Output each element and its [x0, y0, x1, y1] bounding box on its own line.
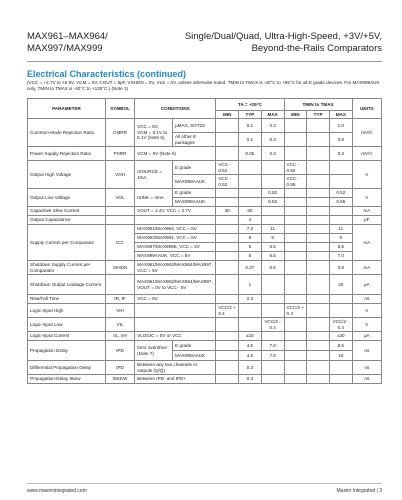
param-cell: Logic-Input High: [28, 304, 106, 318]
symbol-cell: IIL, IIH: [105, 332, 134, 341]
max-cell: 6.5: [261, 243, 284, 252]
header-left-line1: MAX961–MAX964/: [27, 31, 108, 42]
col-conditions: CONDITIONS: [135, 99, 216, 119]
max-cell: 7.0: [261, 341, 284, 351]
min-cell: 30: [216, 207, 239, 216]
section-title: Electrical Characteristics (continued): [27, 69, 187, 79]
units-cell: mA: [352, 207, 381, 216]
max-cell: 0.3: [261, 147, 284, 161]
units-cell: mV/V: [352, 147, 381, 161]
typ-cell: 4: [239, 216, 262, 225]
cond-sub-cell: MAX999AAUK: [173, 198, 216, 207]
typ-cell: 5: [239, 234, 262, 243]
table-row: [28, 119, 382, 133]
cond-sub-cell: E grade: [173, 189, 216, 198]
col-units: UNITS: [352, 99, 381, 119]
typ-cell: 1: [239, 275, 262, 295]
param-cell: Shutdown Output Leakage Current: [28, 275, 106, 295]
table-row: [28, 332, 382, 341]
symbol-cell: [105, 275, 134, 295]
header-part-numbers: [27, 31, 108, 55]
footer-page-number: Maxim Integrated | 3: [336, 488, 382, 494]
symbol-cell: CMRR: [105, 119, 134, 147]
units-cell: mA: [352, 261, 381, 275]
max2-cell: 20: [329, 275, 352, 295]
param-cell: Logic-Input Current: [28, 332, 106, 341]
param-cell: Propagation Delay: [28, 341, 106, 361]
footer-divider: [27, 483, 382, 484]
cond-cell: MAX961/MAX963/MAX964/MAX997, VCC = 5V: [135, 261, 216, 275]
units-cell: V: [352, 304, 381, 318]
cond-cell: Between any two channels or outputs (Q/Q̄): [135, 361, 216, 375]
typ-cell: 2.3: [239, 295, 262, 304]
table-row: [28, 375, 382, 384]
max2-cell: 1.0: [329, 119, 352, 133]
table-row: [28, 225, 382, 234]
table-row: [28, 189, 382, 198]
typ-cell: 0.27: [239, 261, 262, 275]
col-max2: MAX: [329, 111, 352, 119]
max-cell: 0.5: [261, 261, 284, 275]
col-min2: MIN: [284, 111, 307, 119]
min-cell: VCC - 0.52: [216, 161, 239, 175]
min-cell: VCC/2 + 0.4: [216, 304, 239, 318]
symbol-cell: tPD: [105, 341, 134, 361]
typ-cell: 0.1: [239, 119, 262, 133]
col-parameter: PARAMETER: [28, 99, 106, 119]
symbol-cell: VOL: [105, 189, 134, 207]
cond-cell: VCC = 5V, VCM = 0.1V to 5.1V (Note 5): [135, 119, 173, 147]
cond-cell: MAX961/MAX963/MAX964/MAX997, VOUT = 0V to VCC - 5V: [135, 275, 216, 295]
table-row: [28, 261, 382, 275]
param-cell: Common-Mode Rejection Ratio: [28, 119, 106, 147]
typ-cell: 4.5: [239, 341, 262, 351]
max2-cell: 0.52: [329, 189, 352, 198]
cond-cell: VLOGIC = 0V or VCC: [135, 332, 216, 341]
units-cell: mV/V: [352, 119, 381, 147]
max-cell: VCC/2 - 0.4: [261, 318, 284, 332]
table-row: [28, 216, 382, 225]
symbol-cell: ICC: [105, 225, 134, 261]
min2-cell: VCC/2 + 0.4: [284, 304, 307, 318]
typ-cell: 4.5: [239, 351, 262, 361]
symbol-cell: VIL: [105, 318, 134, 332]
header-left-line2: MAX997/MAX999: [27, 43, 103, 54]
param-cell: Rise/Fall Time: [28, 295, 106, 304]
units-cell: ns: [352, 375, 381, 384]
max2-cell: 0.5: [329, 133, 352, 147]
header-right-line2: Beyond-the-Rails Comparators: [251, 43, 382, 54]
max-cell: 0.3: [261, 119, 284, 133]
cond-cell: VCC = 5V: [135, 295, 216, 304]
table-row: [28, 147, 382, 161]
cond-cell: [135, 216, 216, 225]
param-cell: Power-Supply Rejection Ratio: [28, 147, 106, 161]
symbol-cell: tPD: [105, 361, 134, 375]
typ-cell: 0.05: [239, 147, 262, 161]
cond-cell: MAX997/MAX999E, VCC = 5V: [135, 243, 216, 252]
cond-cell: VCM = 0V (Note 6): [135, 147, 216, 161]
max-cell: 0.3: [261, 133, 284, 147]
col-ta: TA = +25°C: [216, 99, 284, 111]
table-row: [28, 161, 382, 175]
param-cell: Output Capacitance: [28, 216, 106, 225]
max-cell: 0.52: [261, 189, 284, 198]
param-cell: Capacitive Slew Current: [28, 207, 106, 216]
param-cell: Shutdown Supply Current per Comparator: [28, 261, 106, 275]
cond-sub-cell: E grade: [173, 341, 216, 351]
cond-cell: MAX962/MAX964, VCC = 5V: [135, 234, 216, 243]
cond-cell: [135, 318, 216, 332]
max-cell: 6.5: [261, 252, 284, 261]
typ-cell: 5: [239, 252, 262, 261]
table-row: [28, 275, 382, 295]
param-cell: Output High Voltage: [28, 161, 106, 189]
units-cell: μA: [352, 275, 381, 295]
max2-cell: VCC/2 - 0.4: [329, 318, 352, 332]
table-row: [28, 318, 382, 332]
symbol-cell: tR, tF: [105, 295, 134, 304]
col-typ2: TYP: [307, 111, 330, 119]
table-row: [28, 207, 382, 216]
symbol-cell: VIH: [105, 304, 134, 318]
header-right-line1: Single/Dual/Quad, Ultra-High-Speed, +3V/+5V,: [184, 31, 382, 42]
symbol-cell: ISHDN: [105, 261, 134, 275]
min-cell: VCC - 0.52: [216, 175, 239, 189]
symbol-cell: [105, 207, 134, 216]
typ-cell: 0.3: [239, 375, 262, 384]
param-cell: Supply Current per Comparator: [28, 225, 106, 261]
param-cell: Propagation-Delay Skew: [28, 375, 106, 384]
symbol-cell: PSRR: [105, 147, 134, 161]
symbol-cell: [105, 216, 134, 225]
units-cell: ns: [352, 361, 381, 375]
header-description: [185, 31, 382, 55]
symbol-cell: tSKEW: [105, 375, 134, 384]
cond-cell: [135, 304, 216, 318]
cond-sub-cell: MAX999AAUK: [173, 351, 216, 361]
cond-cell: 5mV overdrive (Note 7): [135, 341, 173, 361]
footer-website-link[interactable]: www.maximintegrated.com: [27, 488, 87, 494]
max-cell: 0.52: [261, 198, 284, 207]
typ-cell: ±15: [239, 332, 262, 341]
max2-cell: 11: [329, 225, 352, 234]
max2-cell: 0.5: [329, 261, 352, 275]
conditions-note: (VCC = +2.7V to +5.5V, VCM = 0V, COUT = 5pF, VSHDN = 0V, VLE = 0V, unless otherwise noted. TMIN to TMAX is -40°C to +85°C for all E grade devices. For MAX999AUK only, TMIN to TMAX is -40°C to +125°C.) (Note 1): [27, 80, 380, 91]
table-row: [28, 304, 382, 318]
cond-sub-cell: E grade: [173, 161, 216, 175]
cond-cell: MAX999AAUK, VCC = 5V: [135, 252, 216, 261]
col-min: MIN: [216, 111, 239, 119]
col-typ: TYP: [239, 111, 262, 119]
symbol-cell: VOH: [105, 161, 134, 189]
table-row: [28, 295, 382, 304]
max2-cell: 10: [329, 351, 352, 361]
typ-cell: 0.1: [239, 133, 262, 147]
units-cell: μA: [352, 332, 381, 341]
table-row: [28, 341, 382, 351]
max2-cell: 7.0: [329, 252, 352, 261]
max2-cell: 9: [329, 234, 352, 243]
typ-cell: 5: [239, 243, 262, 252]
max2-cell: 0.3: [329, 147, 352, 161]
max2-cell: 0.55: [329, 198, 352, 207]
typ-cell: 0.3: [239, 361, 262, 375]
cond-cell: Between tPD- and tPD+: [135, 375, 216, 384]
col-tmin-tmax: TMIN to TMAX: [284, 99, 352, 111]
cond-cell: MAX961/MAX963, VCC = 5V: [135, 225, 216, 234]
units-cell: mA: [352, 225, 381, 261]
cond-cell: VOUT = 1.4V, VCC = 2.7V: [135, 207, 216, 216]
max2-cell: 8.5: [329, 341, 352, 351]
min2-cell: VCC - 0.55: [284, 175, 307, 189]
param-cell: Logic-Input Low: [28, 318, 106, 332]
typ-cell: 7.2: [239, 225, 262, 234]
cond-cell: ISOURCE = 4mA: [135, 161, 173, 189]
param-cell: Differential Propagation Delay: [28, 361, 106, 375]
cond-sub-cell: μMAX, SOT23: [173, 119, 216, 133]
units-cell: V: [352, 318, 381, 332]
table-row: [28, 361, 382, 375]
max2-cell: 6.5: [329, 243, 352, 252]
max-cell: 7.0: [261, 351, 284, 361]
units-cell: ns: [352, 341, 381, 361]
typ-cell: 60: [239, 207, 262, 216]
col-symbol: SYMBOL: [105, 99, 134, 119]
cond-cell: ISINK = 4mA: [135, 189, 173, 207]
max2-cell: ±30: [329, 332, 352, 341]
units-cell: V: [352, 161, 381, 189]
units-cell: V: [352, 189, 381, 207]
min2-cell: VCC - 0.52: [284, 161, 307, 175]
header-divider: [27, 61, 382, 62]
units-cell: ns: [352, 295, 381, 304]
units-cell: pF: [352, 216, 381, 225]
electrical-characteristics-table: [27, 98, 382, 384]
cond-sub-cell: All other E packages: [173, 133, 216, 147]
cond-sub-cell: MAX999AAUK: [173, 175, 216, 189]
col-max: MAX: [261, 111, 284, 119]
param-cell: Output Low Voltage: [28, 189, 106, 207]
max-cell: 8: [261, 234, 284, 243]
max-cell: 11: [261, 225, 284, 234]
